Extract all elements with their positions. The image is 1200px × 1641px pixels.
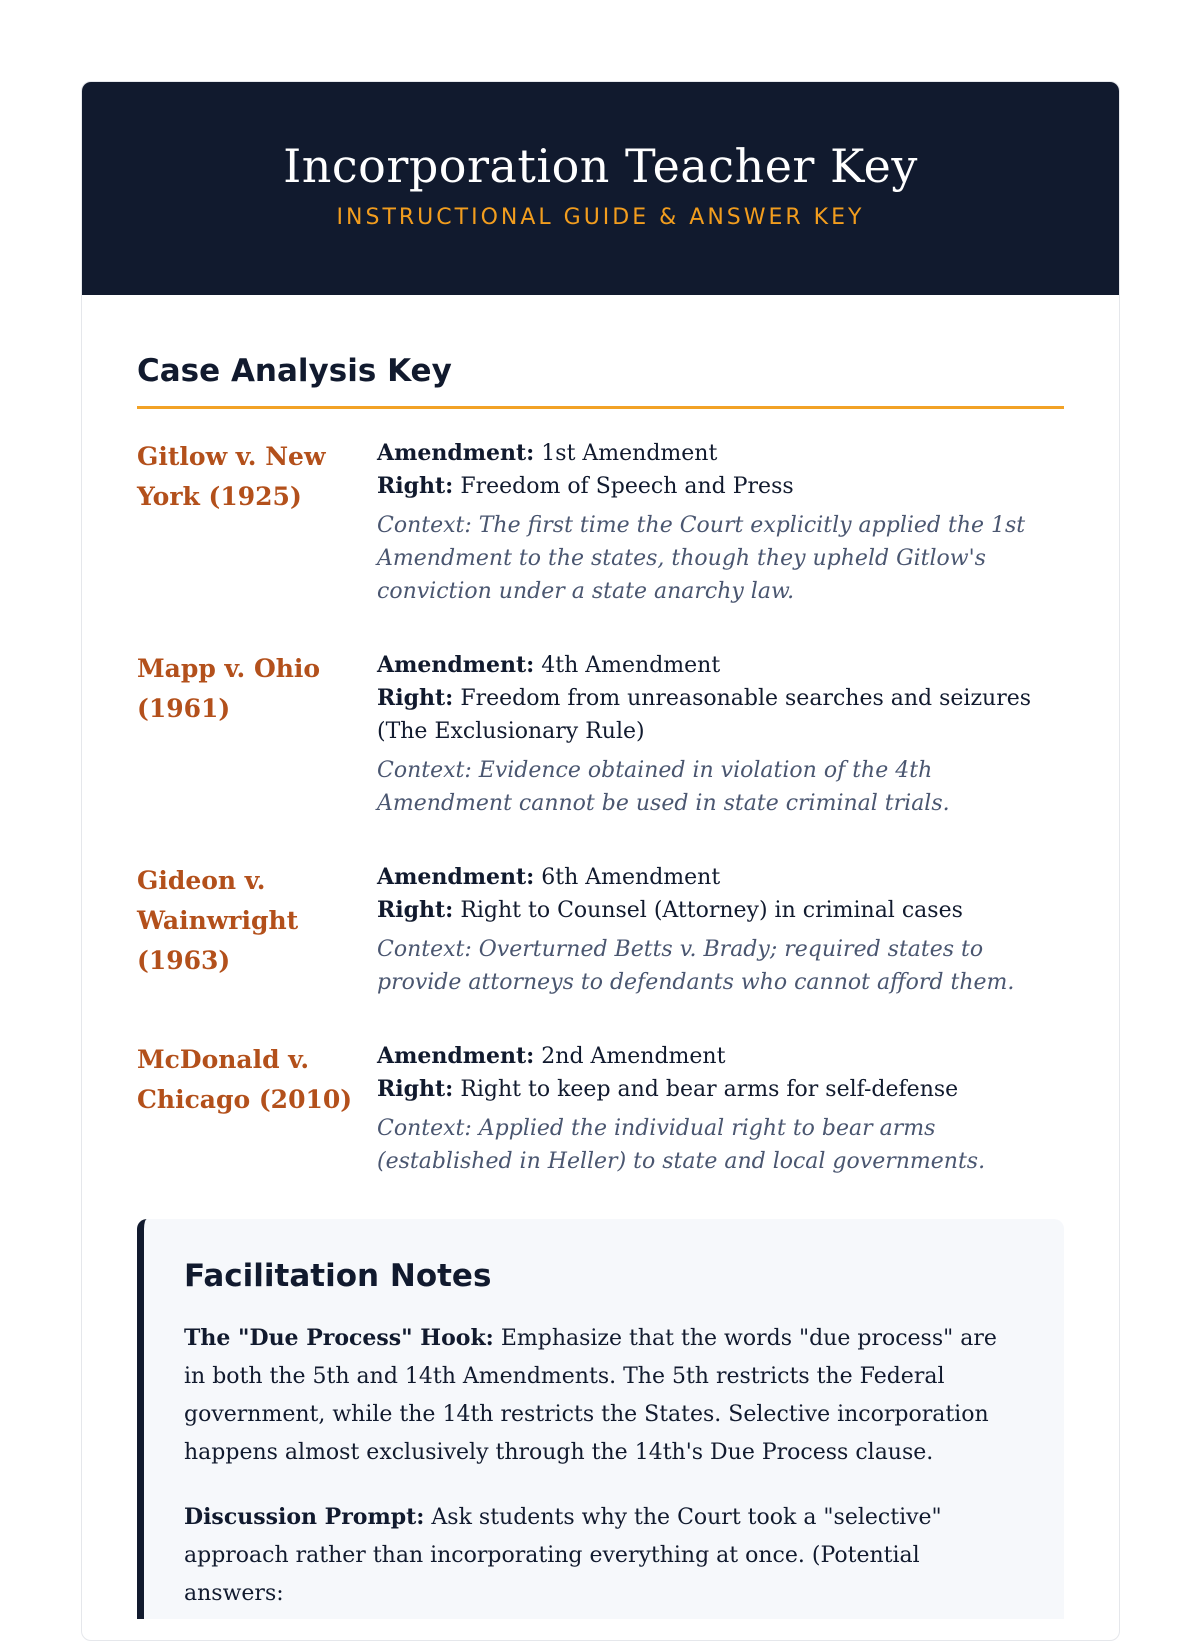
right-line	[377, 1073, 1064, 1106]
amendment-value: 4th Amendment	[541, 653, 721, 678]
amendment-value: 2nd Amendment	[541, 1044, 726, 1069]
right-label: Right:	[377, 897, 454, 923]
case-row-mapp	[137, 649, 1064, 820]
note-text: Ask students why the Court took a "selective" approach rather than incorporating everything at once. (Potential answers:	[184, 1505, 942, 1606]
case-context: Context: Applied the individual right to bear arms (established in Heller) to state and local governments.	[377, 1116, 986, 1174]
right-label: Right:	[377, 473, 454, 499]
amendment-label: Amendment:	[377, 652, 535, 678]
amendment-value: 6th Amendment	[541, 865, 721, 890]
section-title: Case Analysis Key	[137, 350, 1064, 409]
notes-title: Facilitation Notes	[184, 1258, 492, 1294]
case-row-mcdonald	[137, 1040, 1064, 1178]
case-context: Context: Overturned Betts v. Brady; required states to provide attorneys to defendants who cannot afford them.	[377, 937, 1015, 995]
right-value: Freedom of Speech and Press	[460, 474, 794, 499]
case-details	[377, 649, 1064, 820]
right-value: Freedom from unreasonable searches and seizures (The Exclusionary Rule)	[377, 686, 1032, 744]
page-subtitle: INSTRUCTIONAL GUIDE & ANSWER KEY	[336, 205, 865, 230]
case-context: Context: Evidence obtained in violation of the 4th Amendment cannot be used in state criminal trials.	[377, 758, 950, 816]
note-paragraph	[184, 1319, 1024, 1472]
case-context: Context: The first time the Court explicitly applied the 1st Amendment to the states, though they upheld Gitlow's conviction under a state anarchy law.	[377, 513, 1026, 604]
header-banner	[82, 82, 1119, 295]
case-name: Gitlow v. New York (1925)	[137, 442, 326, 511]
teacher-key-card	[81, 81, 1120, 1641]
right-label: Right:	[377, 1076, 454, 1102]
right-line	[377, 682, 1064, 748]
case-row-gideon	[137, 861, 1064, 999]
case-row-gitlow	[137, 437, 1064, 608]
main-content	[82, 295, 1119, 1619]
right-line	[377, 470, 1064, 503]
amendment-label: Amendment:	[377, 440, 535, 466]
facilitation-notes	[137, 1219, 1064, 1619]
amendment-label: Amendment:	[377, 1043, 535, 1069]
amendment-line	[377, 437, 1064, 470]
case-details	[377, 1040, 1064, 1178]
amendment-line	[377, 649, 1064, 682]
note-label: Discussion Prompt:	[184, 1504, 425, 1530]
case-name: Mapp v. Ohio (1961)	[137, 654, 321, 723]
right-line	[377, 894, 1064, 927]
amendment-label: Amendment:	[377, 864, 535, 890]
page-title: Incorporation Teacher Key	[283, 139, 918, 193]
amendment-line	[377, 861, 1064, 894]
note-text: Emphasize that the words "due process" are in both the 5th and 14th Amendments. The 5th restricts the Federal government, while the 14th restricts the States. Selective incorporation happens almost exclusively through the 14th's Due Process clause.	[184, 1326, 997, 1465]
right-value: Right to keep and bear arms for self-defense	[460, 1077, 959, 1102]
amendment-line	[377, 1040, 1064, 1073]
case-details	[377, 437, 1064, 608]
case-name: McDonald v. Chicago (2010)	[137, 1045, 353, 1114]
right-label: Right:	[377, 685, 454, 711]
case-details	[377, 861, 1064, 999]
right-value: Right to Counsel (Attorney) in criminal cases	[460, 898, 963, 923]
case-list	[137, 437, 1064, 1178]
case-name: Gideon v. Wainwright (1963)	[137, 866, 299, 975]
note-label: The "Due Process" Hook:	[184, 1325, 494, 1351]
note-paragraph	[184, 1498, 1024, 1613]
amendment-value: 1st Amendment	[541, 441, 718, 466]
